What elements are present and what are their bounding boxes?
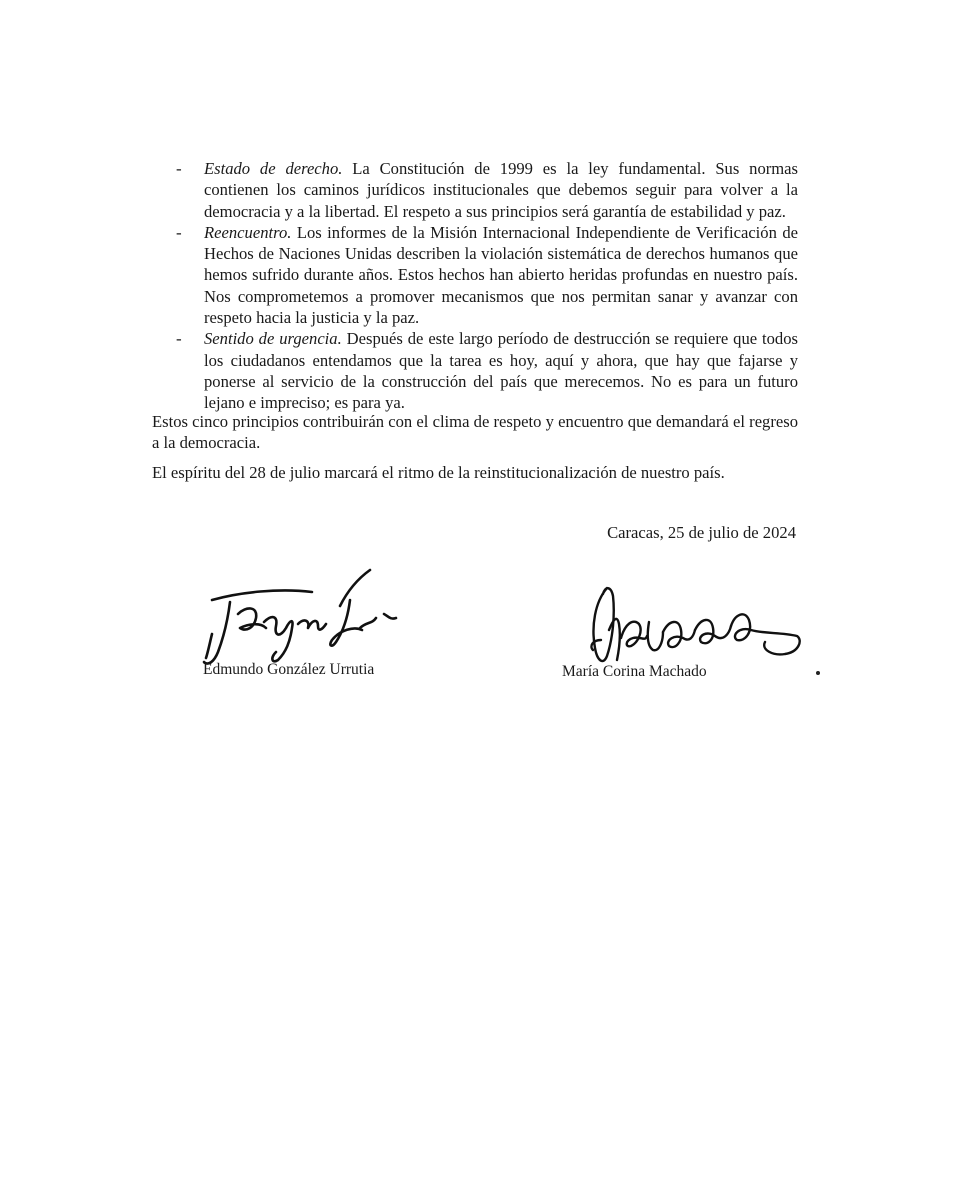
list-item: [176, 328, 798, 413]
signatory-name-right: María Corina Machado: [562, 663, 707, 680]
principles-list: [176, 158, 798, 414]
list-item-title: Sentido de urgencia.: [204, 329, 342, 349]
list-item-title: Estado de derecho.: [204, 159, 343, 178]
list-item-text: [204, 328, 798, 413]
list-item-body: Los informes de la Misión Internacional Independiente de Verificación de Hechos de Naciones Unidas describen la violación sistemática de derechos humanos que hemos sufrido durante años. Estos hechos han abierto heridas profundas en nuestro país. Nos comprometemos a promover mecanismos que nos permitan sanar y avanzar con respeto hacia la justicia y la paz.: [204, 222, 798, 328]
bullet-dash: -: [176, 159, 182, 178]
list-item-text: [204, 222, 798, 328]
list-item-title: Reencuentro.: [204, 222, 292, 242]
closing-paragraph: El espíritu del 28 de julio marcará el ritmo de la reinstitucionalización de nuestro país.: [152, 463, 725, 482]
list-item-body: Después de este largo período de destrucción se requiere que todos los ciudadanos entendamos que la tarea es hoy, aquí y ahora, que hay que fajarse y ponerse al servicio de la construcción del país que merecemos. No es para un futuro lejano e impreciso; es para ya.: [204, 329, 798, 413]
bullet-dash: -: [176, 222, 182, 242]
list-item-text: [204, 158, 798, 222]
date-line: Caracas, 25 de julio de 2024: [607, 523, 796, 542]
bullet-dash: -: [176, 329, 182, 349]
list-item: [176, 158, 798, 222]
list-item: [176, 222, 798, 328]
signatory-name-left: Edmundo González Urrutia: [203, 661, 375, 678]
list-item-body: La Constitución de 1999 es la ley fundamental. Sus normas contienen los caminos jurídicos institucionales que debemos seguir para volver a la democracia y a la libertad. El respeto a sus principios será garantía de estabilidad y paz.: [204, 159, 799, 221]
closing-paragraph: Estos cinco principios contribuirán con el clima de respeto y encuentro que demandará el regreso a la democracia.: [152, 412, 798, 453]
ink-dot: [816, 671, 820, 675]
